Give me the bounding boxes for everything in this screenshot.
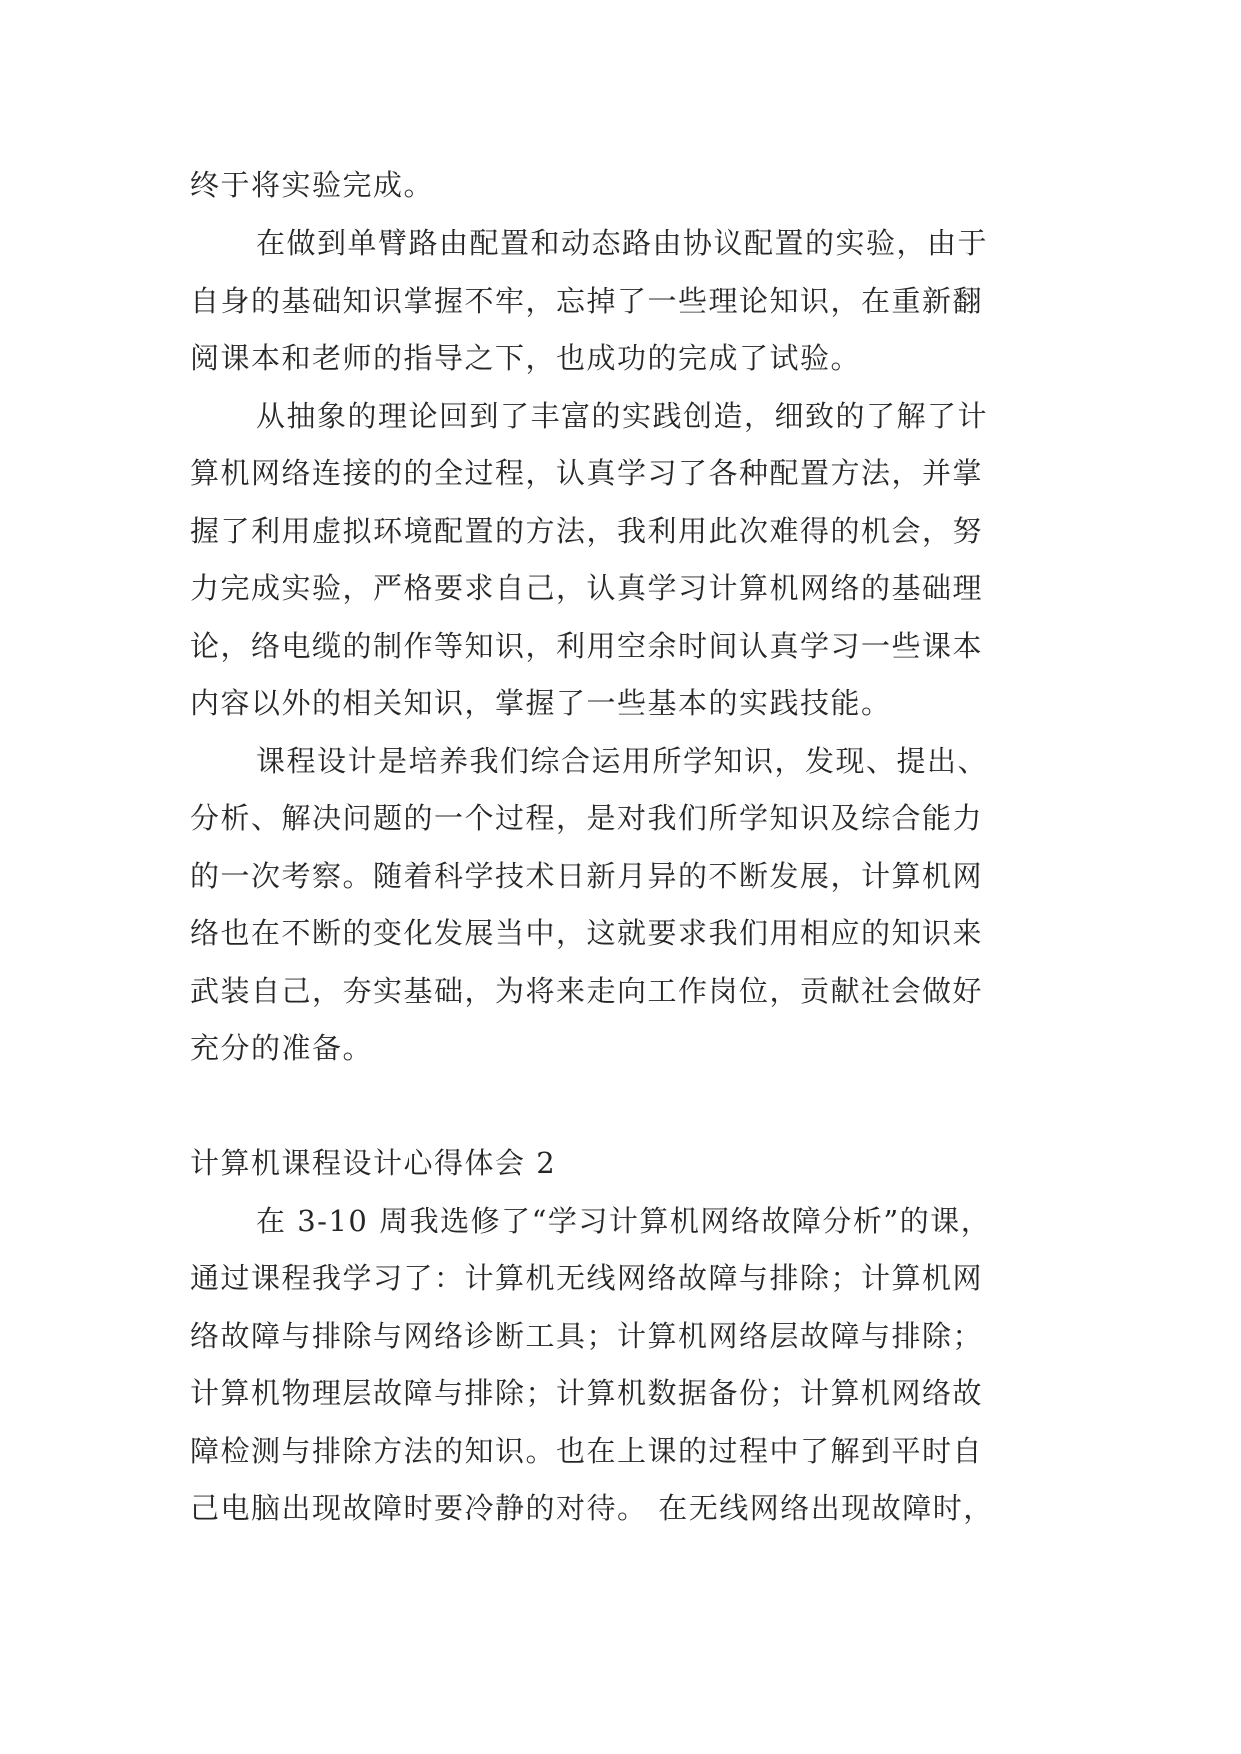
text-line: 己电脑出现故障时要冷静的对待。 在无线网络出现故障时， [190, 1491, 994, 1525]
text-line: 计算机物理层故障与排除；计算机数据备份；计算机网络故 [190, 1376, 984, 1410]
paragraph-first-line: 在 3-10 周我选修了“学习计算机网络故障分析”的课， [256, 1204, 992, 1238]
text-line: 通过课程我学习了：计算机无线网络故障与排除；计算机网 [190, 1261, 984, 1295]
text-line: 络也在不断的变化发展当中，这就要求我们用相应的知识来 [190, 916, 984, 950]
text-line: 内容以外的相关知识，掌握了一些基本的实践技能。 [190, 686, 892, 720]
paragraph-first-line: 课程设计是培养我们综合运用所学知识，发现、提出、 [256, 744, 989, 778]
text-line: 论，络电缆的制作等知识，利用空余时间认真学习一些课本 [190, 629, 984, 663]
text-line: 分析、解决问题的一个过程，是对我们所学知识及综合能力 [190, 801, 984, 835]
text-line: 充分的准备。 [190, 1031, 374, 1065]
text-line: 障检测与排除方法的知识。也在上课的过程中了解到平时自 [190, 1434, 984, 1468]
section-heading: 计算机课程设计心得体会 2 [190, 1146, 557, 1180]
text-line: 的一次考察。随着科学技术日新月异的不断发展，计算机网 [190, 859, 984, 893]
text-line: 络故障与排除与网络诊断工具；计算机网络层故障与排除； [190, 1319, 984, 1353]
text-line: 终于将实验完成。 [190, 168, 435, 202]
text-line: 武装自己，夯实基础，为将来走向工作岗位，贡献社会做好 [190, 974, 984, 1008]
text-line: 力完成实验，严格要求自己，认真学习计算机网络的基础理 [190, 571, 984, 605]
text-line: 握了利用虚拟环境配置的方法，我利用此次难得的机会，努 [190, 514, 984, 548]
paragraph-first-line: 从抽象的理论回到了丰富的实践创造，细致的了解了计 [256, 399, 989, 433]
text-line: 自身的基础知识掌握不牢，忘掉了一些理论知识，在重新翻 [190, 284, 984, 318]
text-line: 阅课本和老师的指导之下，也成功的完成了试验。 [190, 341, 862, 375]
paragraph-first-line: 在做到单臂路由配置和动态路由协议配置的实验，由于 [256, 226, 989, 260]
text-line: 算机网络连接的的全过程，认真学习了各种配置方法，并掌 [190, 456, 984, 490]
